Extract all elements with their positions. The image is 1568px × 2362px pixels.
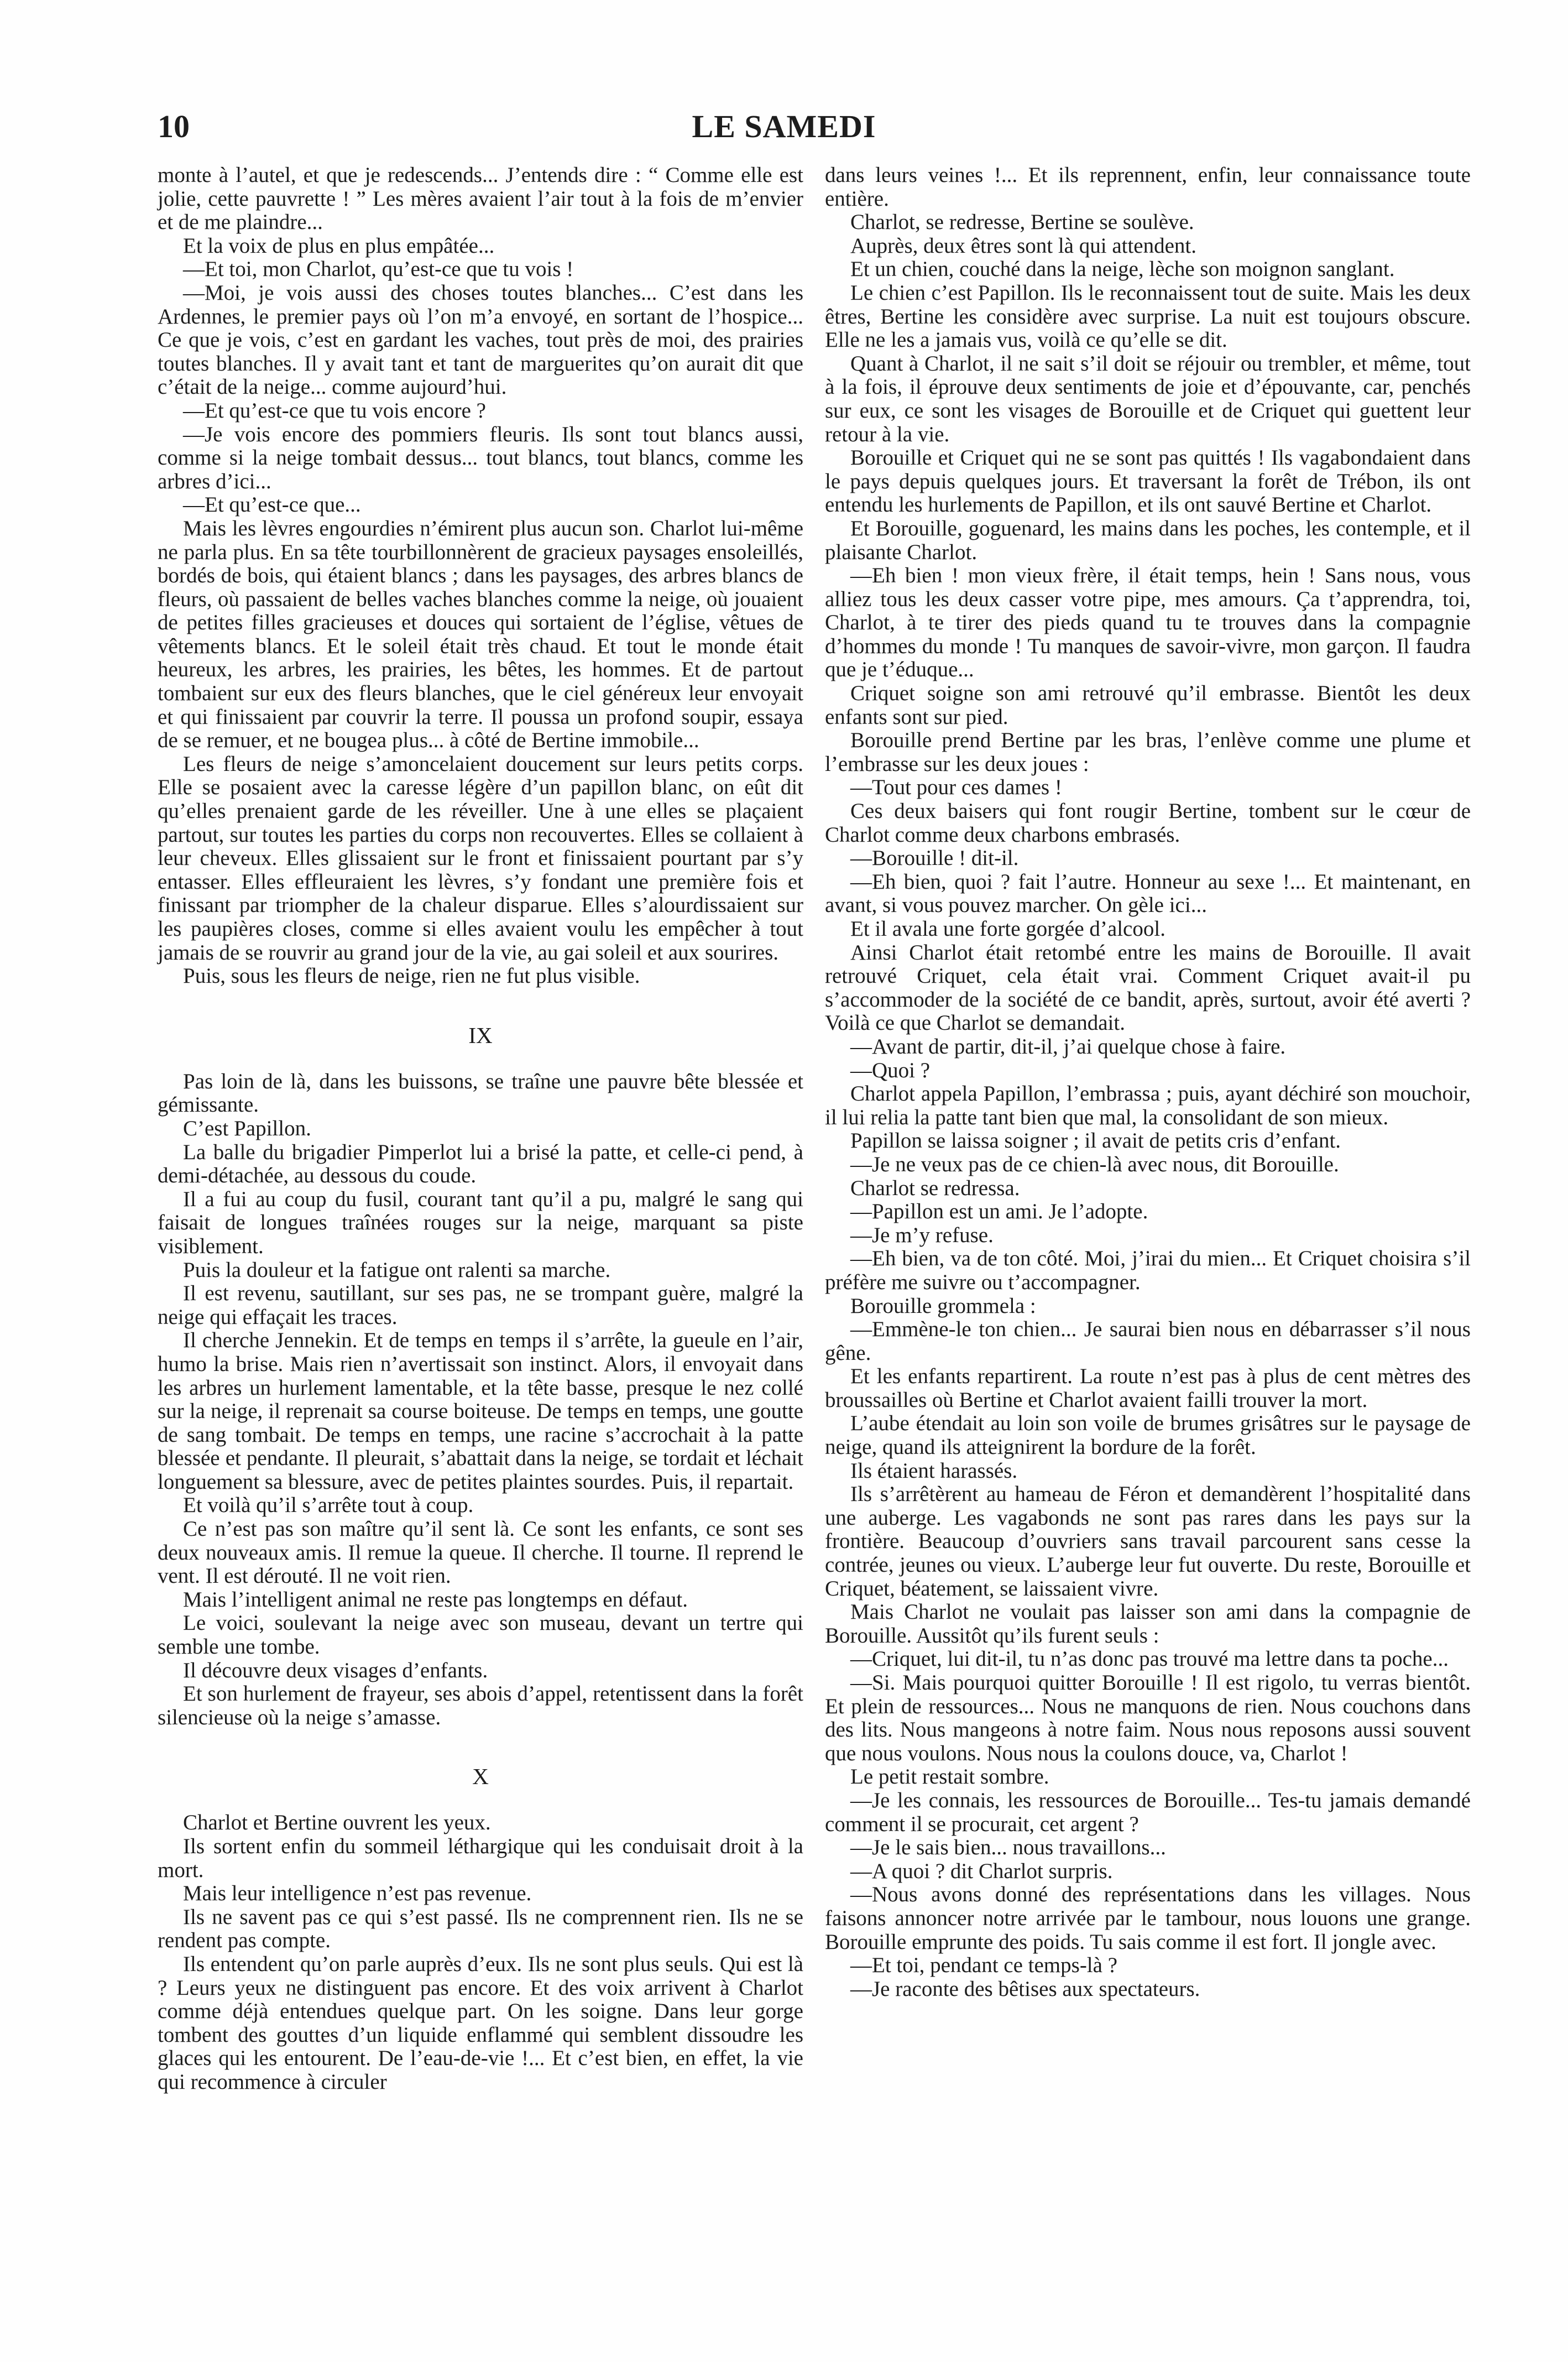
paragraph: Le voici, soulevant la neige avec son museau, devant un tertre qui semble une tombe.: [158, 1611, 803, 1659]
paragraph: Et Borouille, goguenard, les mains dans les poches, les contemple, et il plaisante Charlot.: [825, 516, 1471, 564]
paragraph: Borouille et Criquet qui ne se sont pas quittés ! Ils vagabondaient dans le pays depuis quelques jours. Et traversant la forêt de Trébon, ils ont entendu les hurlements de Papillon, et ils ont sauvé Bertine et Charlot.: [825, 446, 1471, 517]
left-part-one: [158, 164, 803, 988]
paragraph: Mais Charlot ne voulait pas laisser son ami dans la compagnie de Borouille. Aussitôt qu’ils furent seuls :: [825, 1600, 1471, 1647]
paragraph: —Tout pour ces dames !: [850, 775, 1062, 800]
paragraph: Il est revenu, sautillant, sur ses pas, ne se trompant guère, malgré la neige qui effaçait les traces.: [158, 1281, 803, 1329]
paragraph: —Borouille ! dit-il.: [850, 846, 1019, 870]
paragraph: —Je le sais bien... nous travaillons...: [850, 1836, 1166, 1860]
paragraph: Pas loin de là, dans les buissons, se traîne une pauvre bête blessée et gémissante.: [158, 1069, 803, 1117]
section-heading-x: X: [472, 1764, 489, 1790]
paragraph: —Je ne veux pas de ce chien-là avec nous, dit Borouille.: [850, 1152, 1339, 1176]
paragraph: Le chien c’est Papillon. Ils le reconnaissent tout de suite. Mais les deux êtres, Bertine les considère avec surprise. La nuit est toujours obscure. Elle ne les a jamais vus, voilà ce qu’elle se dit.: [825, 280, 1471, 352]
paragraph: —A quoi ? dit Charlot surpris.: [850, 1859, 1113, 1883]
left-column: [158, 164, 803, 2094]
paragraph: —Et qu’est-ce que tu vois encore ?: [183, 398, 486, 423]
paragraph: Les fleurs de neige s’amoncelaient doucement sur leurs petits corps. Elle se posaient avec la caresse légère d’un papillon blanc, on eût dit qu’elles prenaient garde de les réveiller. Une à une elles se plaçaient partout, sur toutes les parties du corps non recouvertes. Elles se collaient à leur cheveux. Elles glissaient sur le front et finissaient pourtant par s’y entasser. Elles effleuraient les lèvres, s’y fondant une première fois et finissant par triompher de la chaleur disparue. Elles s’alourdissaient sur les paupières closes, comme si elles avaient voulu les empêcher à tout jamais de se rouvrir au grand jour de la vie, au gai soleil et aux sourires.: [158, 752, 803, 964]
paragraph: Borouille prend Bertine par les bras, l’enlève comme une plume et l’embrasse sur les deux joues :: [825, 728, 1471, 776]
paragraph: Ils ne savent pas ce qui s’est passé. Ils ne comprennent rien. Ils ne se rendent pas compte.: [158, 1905, 803, 1953]
paragraph: —Papillon est un ami. Je l’adopte.: [850, 1200, 1148, 1224]
paragraph: —Emmène-le ton chien... Je saurai bien nous en débarrasser s’il nous gêne.: [825, 1317, 1471, 1365]
paragraph: —Si. Mais pourquoi quitter Borouille ! Il est rigolo, tu verras bientôt. Et plein de ressources... Nous ne manquons de rien. Nous couchons dans des lits. Nous mangeons à notre faim. Nous nous reposons aussi souvent que nous voulons. Nous nous la coulons douce, va, Charlot !: [825, 1671, 1471, 1765]
paragraph: Et les enfants repartirent. La route n’est pas à plus de cent mètres des broussailles où Bertine et Charlot avaient failli trouver la mort.: [825, 1364, 1471, 1412]
paragraph: Borouille grommela :: [850, 1294, 1036, 1318]
paragraph: dans leurs veines !... Et ils reprennent, enfin, leur connaissance toute entière.: [825, 163, 1471, 211]
paragraph: L’aube étendait au loin son voile de brumes grisâtres sur le paysage de neige, quand ils atteignirent la bordure de la forêt.: [825, 1411, 1471, 1459]
paragraph: Mais les lèvres engourdies n’émirent plus aucun son. Charlot lui-même ne parla plus. En sa tête tourbillonnèrent de gracieux paysages ensoleillés, bordés de bois, qui étaient blancs ; dans les paysages, des arbres blancs de fleurs, où passaient de belles vaches blanches comme la neige, où jouaient de petites filles gracieuses et douces qui sortaient de l’église, vêtues de vêtements blancs. Et le soleil était très chaud. Et tout le monde était heureux, les arbres, les prairies, les bêtes, les hommes. Et de partout tombaient sur eux des fleurs blanches, que le ciel généreux leur envoyait et qui finissaient par couvrir la terre. Il poussa un profond soupir, essaya de se remuer, et ne bougea plus... à côté de Bertine immobile...: [158, 516, 803, 753]
paragraph: Et il avala une forte gorgée d’alcool.: [850, 917, 1165, 941]
paragraph: Ces deux baisers qui font rougir Bertine, tombent sur le cœur de Charlot comme deux charbons embrasés.: [825, 799, 1471, 847]
paragraph: Le petit restait sombre.: [850, 1765, 1049, 1789]
paragraph: Charlot et Bertine ouvrent les yeux.: [183, 1811, 491, 1835]
section-heading-ix: IX: [468, 1022, 493, 1048]
paragraph: Quant à Charlot, il ne sait s’il doit se réjouir ou trembler, et même, tout à la fois, il éprouve deux sentiments de joie et d’épouvante, car, penchés sur eux, ce sont les visages de Borouille et de Criquet qui guettent leur retour à la vie.: [825, 351, 1471, 446]
paragraph: Ils s’arrêtèrent au hameau de Féron et demandèrent l’hospitalité dans une auberge. Les vagabonds ne sont pas rares dans les pays sur la frontière. Beaucoup d’ouvriers sans travail parcourent sans cesse la contrée, jeunes ou vieux. L’auberge leur fut ouverte. Du reste, Borouille et Criquet, béatement, se laissaient vivre.: [825, 1482, 1471, 1600]
paragraph: Ils sortent enfin du sommeil léthargique qui les conduisait droit à la mort.: [158, 1834, 803, 1882]
paragraph: Il a fui au coup du fusil, courant tant qu’il a pu, malgré le sang qui faisait de longues traînées rouges sur la neige, marquant sa piste visiblement.: [158, 1187, 803, 1258]
paragraph: Ils entendent qu’on parle auprès d’eux. Ils ne sont plus seuls. Qui est là ? Leurs yeux ne distinguent pas encore. Et des voix arrivent à Charlot comme déjà entendues quelque part. On les soigne. Dans leur gorge tombent des gouttes d’un liquide enflammé qui semblent dissoudre les glaces qui les entourent. De l’eau-de-vie !... Et c’est bien, en effet, la vie qui recommence à circuler: [158, 1952, 803, 2094]
left-part-two: [158, 1070, 803, 1730]
paragraph: —Je raconte des bêtises aux spectateurs.: [850, 1977, 1200, 2001]
paragraph: —Je les connais, les ressources de Borouille... Tes-tu jamais demandé comment il se procurait, cet argent ?: [825, 1788, 1471, 1836]
paragraph: Puis, sous les fleurs de neige, rien ne fut plus visible.: [183, 964, 640, 988]
paragraph: Criquet soigne son ami retrouvé qu’il embrasse. Bientôt les deux enfants sont sur pied.: [825, 681, 1471, 729]
right-paragraphs: [825, 164, 1471, 2001]
paragraph: Charlot se redressa.: [850, 1176, 1020, 1200]
paragraph: monte à l’autel, et que je redescends... J’entends dire : “ Comme elle est jolie, cette pauvrette ! ” Les mères avaient l’air tout à la fois de m’envier et de me plaindre...: [158, 163, 803, 234]
paragraph: Puis la douleur et la fatigue ont ralenti sa marche.: [183, 1258, 611, 1282]
paragraph: Et un chien, couché dans la neige, lèche son moignon sanglant.: [850, 257, 1395, 281]
paragraph: —Et toi, mon Charlot, qu’est-ce que tu vois !: [183, 257, 574, 281]
paragraph: —Criquet, lui dit-il, tu n’as donc pas trouvé ma lettre dans ta poche...: [850, 1647, 1449, 1671]
paragraph: C’est Papillon.: [183, 1116, 311, 1140]
paragraph: Charlot appela Papillon, l’embrassa ; puis, ayant déchiré son mouchoir, il lui relia la patte tant bien que mal, la consolidant de son mieux.: [825, 1082, 1471, 1129]
page-number: 10: [158, 108, 190, 144]
paragraph: La balle du brigadier Pimperlot lui a brisé la patte, et celle-ci pend, à demi-détachée, au dessous du coude.: [158, 1140, 803, 1188]
paragraph: Et voilà qu’il s’arrête tout à coup.: [183, 1493, 474, 1518]
paragraph: Auprès, deux êtres sont là qui attendent.: [850, 233, 1196, 258]
paragraph: Il découvre deux visages d’enfants.: [183, 1658, 488, 1682]
paragraph: —Quoi ?: [850, 1058, 931, 1082]
paragraph: Charlot, se redresse, Bertine se soulève.: [850, 210, 1194, 234]
paragraph: —Eh bien ! mon vieux frère, il était temps, hein ! Sans nous, vous alliez tous les deux casser votre pipe, mes amours. Ça t’apprendra, toi, Charlot, à te tirer des pieds quand tu te trouves dans la compagnie d’hommes du monde ! Tu manques de savoir-vivre, mon garçon. Il faudra que je t’éduque...: [825, 564, 1471, 682]
paragraph: Et la voix de plus en plus empâtée...: [183, 233, 495, 258]
paragraph: —Moi, je vois aussi des choses toutes blanches... C’est dans les Ardennes, le premier pays où l’on m’a envoyé, en sortant de l’hospice... Ce que je vois, c’est en gardant les vaches, tout près de moi, des prairies toutes blanches. Il y avait tant et tant de marguerites qu’on aurait dit que c’était de la neige... comme aujourd’hui.: [158, 280, 803, 399]
paragraph: —Et toi, pendant ce temps-là ?: [850, 1953, 1118, 1978]
paragraph: Il cherche Jennekin. Et de temps en temps il s’arrête, la gueule en l’air, humo la brise. Mais rien n’avertissait son instinct. Alors, il envoyait dans les arbres un hurlement lamentable, et la tête basse, presque le nez collé sur la neige, il reprenait sa course boiteuse. De temps en temps, une goutte de sang tombait. De temps en temps, une racine s’accrochait à la patte blessée et pendante. Il pleurait, s’abattait dans la neige, se tordait et léchait longuement sa blessure, avec de petites plaintes sourdes. Puis, il repartait.: [158, 1328, 803, 1494]
paragraph: —Avant de partir, dit-il, j’ai quelque chose à faire.: [850, 1034, 1286, 1059]
paragraph: —Et qu’est-ce que...: [183, 493, 361, 517]
paragraph: Ils étaient harassés.: [850, 1458, 1018, 1483]
paragraph: —Eh bien, quoi ? fait l’autre. Honneur au sexe !... Et maintenant, en avant, si vous pouvez marcher. On gèle ici...: [825, 869, 1471, 917]
right-column: [825, 164, 1471, 2001]
paragraph: Ainsi Charlot était retombé entre les mains de Borouille. Il avait retrouvé Criquet, cela était vrai. Comment Criquet avait-il pu s’accommoder de la société de ce bandit, après, surtout, avoir été averti ? Voilà ce que Charlot se demandait.: [825, 940, 1471, 1035]
paragraph: Papillon se laissa soigner ; il avait de petits cris d’enfant.: [850, 1129, 1341, 1153]
paragraph: Mais l’intelligent animal ne reste pas longtemps en défaut.: [183, 1587, 688, 1612]
paragraph: —Je m’y refuse.: [850, 1223, 994, 1247]
paragraph: —Eh bien, va de ton côté. Moi, j’irai du mien... Et Criquet choisira s’il préfère me suivre ou t’accompagner.: [825, 1247, 1471, 1294]
paragraph: Mais leur intelligence n’est pas revenue.: [183, 1881, 532, 1906]
paragraph: —Nous avons donné des représentations dans les villages. Nous faisons annoncer notre arrivée par le tambour, nous louons une grange. Borouille emprunte des poids. Tu sais comme il est fort. Il jongle avec.: [825, 1883, 1471, 1954]
paragraph: Ce n’est pas son maître qu’il sent là. Ce sont les enfants, ce sont ses deux nouveaux amis. Il remue la queue. Il cherche. Il tourne. Il reprend le vent. Il est dérouté. Il ne voit rien.: [158, 1517, 803, 1588]
left-part-three: [158, 1811, 803, 2094]
paragraph: —Je vois encore des pommiers fleuris. Ils sont tout blancs aussi, comme si la neige tombait dessus... tout blancs, tout blancs, comme les arbres d’ici...: [158, 422, 803, 493]
page-title: LE SAMEDI: [692, 108, 876, 144]
paragraph: Et son hurlement de frayeur, ses abois d’appel, retentissent dans la forêt silencieuse où la neige s’amasse.: [158, 1682, 803, 1729]
